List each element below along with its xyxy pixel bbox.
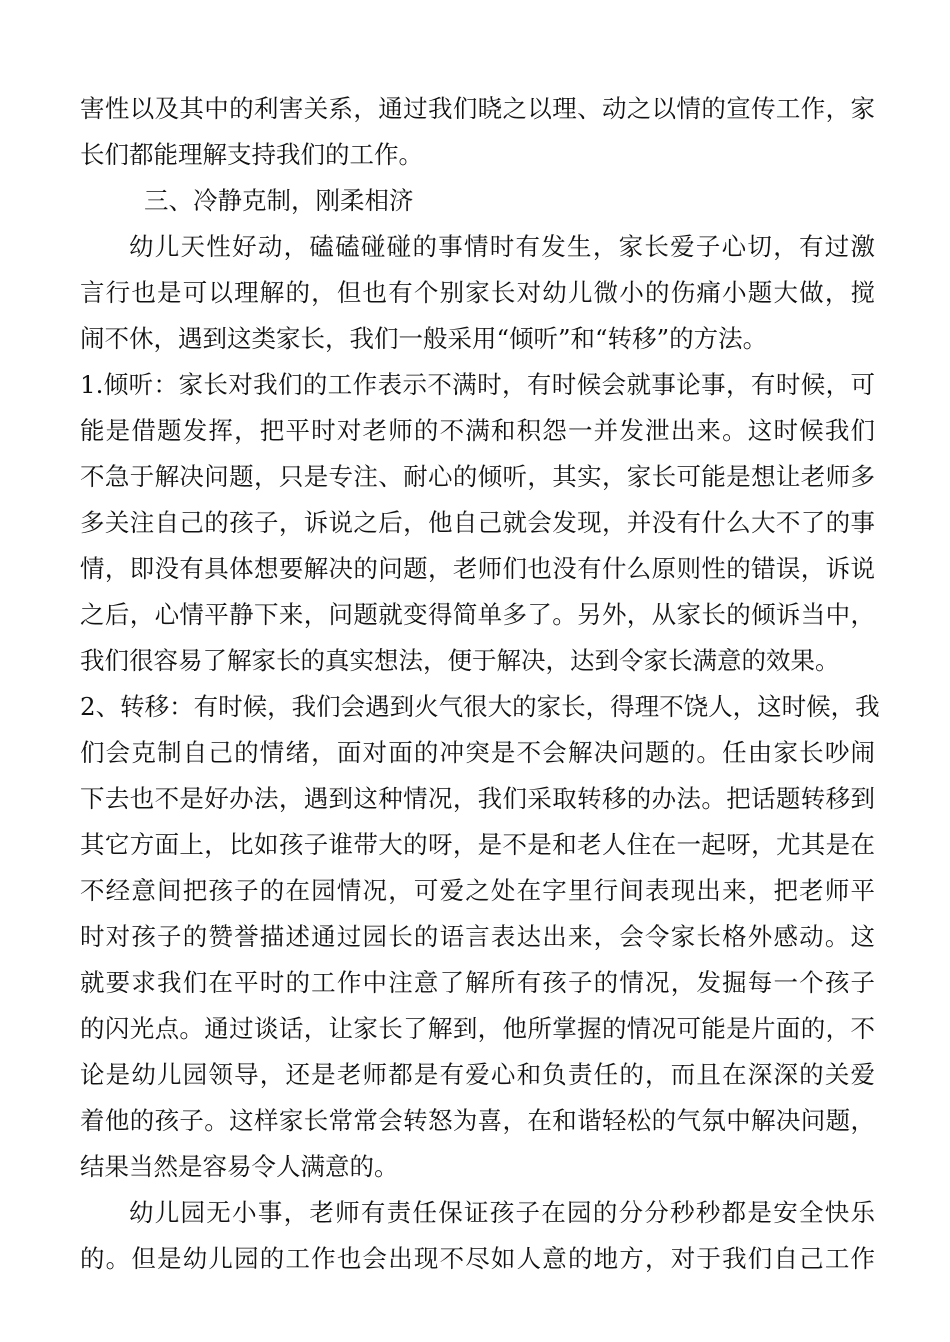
paragraph-line: 我们很容易了解家长的真实想法，便于解决，达到令家长满意的效果。 (80, 646, 840, 675)
paragraph-line: 下去也不是好办法，遇到这种情况，我们采取转移的办法。把话题转移到 (80, 784, 875, 813)
paragraph-line: 幼儿园无小事，老师有责任保证孩子在园的分分秒秒都是安全快乐 (129, 1198, 875, 1227)
paragraph-line: 时对孩子的赞誉描述通过园长的语言表达出来，会令家长格外感动。这 (80, 922, 875, 951)
section-heading: 三、冷静克制，刚柔相济 (144, 186, 414, 215)
paragraph-line: 其它方面上，比如孩子谁带大的呀，是不是和老人住在一起呀，尤其是在 (80, 830, 875, 859)
paragraph-line: 情，即没有具体想要解决的问题，老师们也没有什么原则性的错误，诉说 (80, 554, 875, 583)
paragraph-line: 2、转移：有时候，我们会遇到火气很大的家长，得理不饶人，这时候，我 (80, 692, 880, 721)
paragraph-line: 的闪光点。通过谈话，让家长了解到，他所掌握的情况可能是片面的，不 (80, 1014, 875, 1043)
paragraph-line: 就要求我们在平时的工作中注意了解所有孩子的情况，发掘每一个孩子 (80, 968, 875, 997)
paragraph-line: 不急于解决问题，只是专注、耐心的倾听，其实，家长可能是想让老师多 (80, 462, 875, 491)
paragraph-line: 能是借题发挥，把平时对老师的不满和积怨一并发泄出来。这时候我们 (80, 416, 875, 445)
paragraph-line: 的。但是幼儿园的工作也会出现不尽如人意的地方，对于我们自己工作 (80, 1244, 875, 1273)
paragraph-line: 之后，心情平静下来，问题就变得简单多了。另外，从家长的倾诉当中， (80, 600, 875, 629)
document-body (80, 86, 880, 1282)
paragraph-line: 不经意间把孩子的在园情况，可爱之处在字里行间表现出来，把老师平 (80, 876, 875, 905)
paragraph-line: 着他的孩子。这样家长常常会转怒为喜，在和谐轻松的气氛中解决问题， (80, 1106, 875, 1135)
paragraph-line: 1.倾听：家长对我们的工作表示不满时，有时候会就事论事，有时候，可 (80, 370, 875, 399)
paragraph-line: 们会克制自己的情绪，面对面的冲突是不会解决问题的。任由家长吵闹 (80, 738, 875, 767)
paragraph-line: 论是幼儿园领导，还是老师都是有爱心和负责任的，而且在深深的关爱 (80, 1060, 875, 1089)
paragraph-line: 幼儿天性好动，磕磕碰碰的事情时有发生，家长爱子心切，有过激 (129, 232, 875, 261)
paragraph-line: 闹不休，遇到这类家长，我们一般采用“倾听”和“转移”的方法。 (80, 324, 768, 353)
paragraph-line: 害性以及其中的利害关系，通过我们晓之以理、动之以情的宣传工作，家 (80, 94, 875, 123)
paragraph-line: 多关注自己的孩子，诉说之后，他自己就会发现，并没有什么大不了的事 (80, 508, 875, 537)
paragraph-line: 结果当然是容易令人满意的。 (80, 1152, 399, 1181)
paragraph-line: 长们都能理解支持我们的工作。 (80, 140, 423, 169)
paragraph-line: 言行也是可以理解的，但也有个别家长对幼儿微小的伤痛小题大做，搅 (80, 278, 875, 307)
